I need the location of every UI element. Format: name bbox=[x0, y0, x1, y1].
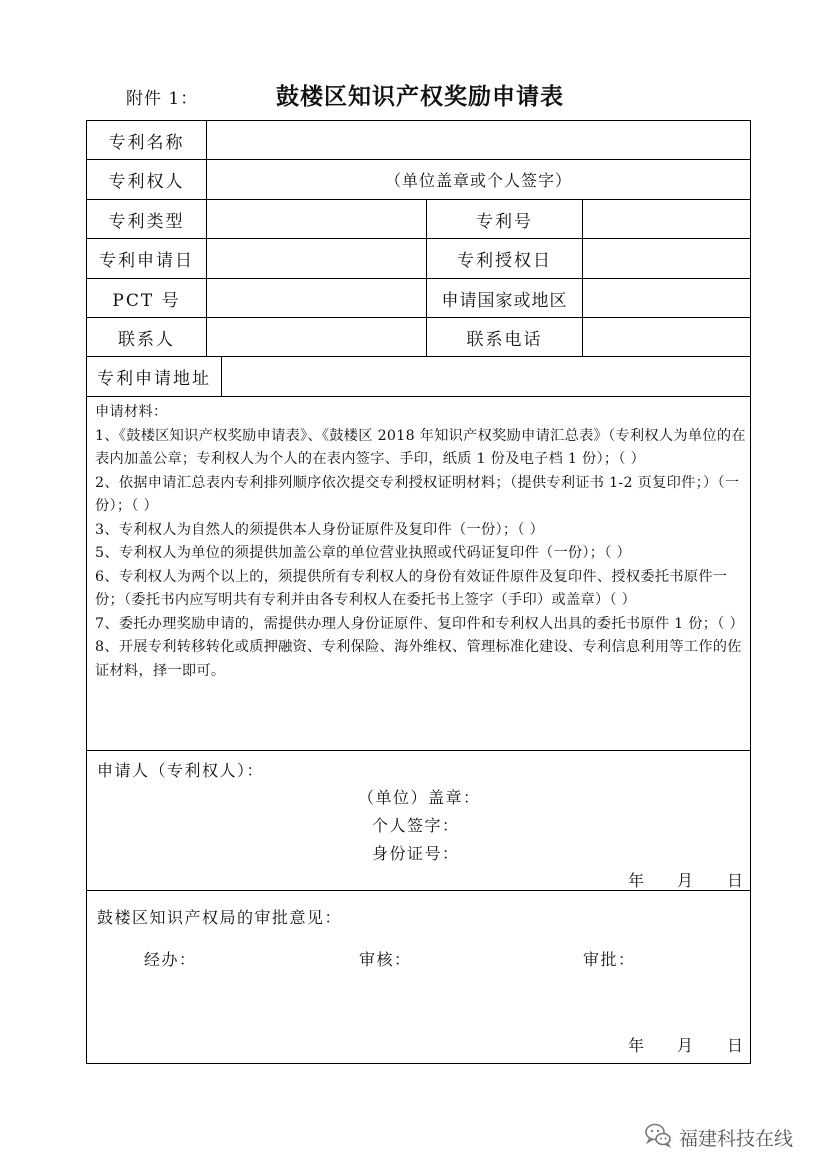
grant-date-label: 专利授权日 bbox=[457, 251, 552, 271]
country-region-label: 申请国家或地区 bbox=[441, 290, 568, 311]
applicant-year: 年 bbox=[628, 871, 646, 890]
application-address-label: 专利申请地址 bbox=[97, 369, 211, 389]
signature-label: 个人签字： bbox=[372, 816, 460, 835]
application-date-field[interactable] bbox=[207, 239, 426, 278]
approver-label: 审批： bbox=[583, 950, 636, 969]
application-address-field[interactable] bbox=[222, 357, 750, 396]
materials-item: 2、依据申请汇总表内专利排列顺序依次提交专利授权证明材料；（提供专利证书 1-2 页复印件；）（一份）；（ ） bbox=[95, 474, 740, 514]
patent-type-field[interactable] bbox=[207, 200, 426, 238]
seal-label: （单位）盖章： bbox=[358, 788, 481, 807]
handler-label: 经办： bbox=[144, 950, 197, 969]
contact-phone-label: 联系电话 bbox=[466, 329, 543, 350]
materials-item: 3、专利权人为自然人的须提供本人身份证原件及复印件（一份）；（ ） bbox=[95, 521, 545, 538]
id-number-label: 身份证号： bbox=[372, 844, 460, 863]
applicant-month: 月 bbox=[677, 871, 695, 890]
applicant-day: 日 bbox=[727, 871, 745, 890]
patentee-label: 专利权人 bbox=[108, 172, 185, 192]
approval-day: 日 bbox=[727, 1036, 745, 1055]
patentee-field-note[interactable]: （单位盖章或个人签字） bbox=[384, 171, 572, 190]
attachment-label: 附件 1： bbox=[126, 89, 199, 109]
reviewer-label: 审核： bbox=[359, 950, 412, 969]
form-title: 鼓楼区知识产权奖励申请表 bbox=[276, 84, 564, 110]
approval-label: 鼓楼区知识产权局的审批意见： bbox=[97, 908, 343, 927]
application-date-label: 专利申请日 bbox=[99, 251, 194, 271]
pct-number-field[interactable] bbox=[207, 279, 426, 317]
patent-name-field[interactable] bbox=[207, 121, 750, 159]
patent-type-label: 专利类型 bbox=[108, 211, 185, 232]
materials-item: 7、委托办理奖励申请的，需提供办理人身份证原件、复印件和专利权人出具的委托书原件 1 份；（ ） bbox=[95, 615, 744, 632]
row-divider bbox=[87, 750, 750, 751]
applicant-label: 申请人（专利权人）： bbox=[97, 761, 265, 780]
watermark bbox=[643, 1120, 793, 1155]
pct-number-label: PCT 号 bbox=[112, 290, 181, 311]
contact-phone-field[interactable] bbox=[583, 318, 750, 356]
materials-item: 1、《鼓楼区知识产权奖励申请表》、《鼓楼区 2018 年知识产权奖励申请汇总表》（专利权人为单位的在表内加盖公章；专利权人为个人的在表内签字、手印，纸质 1 份及电子档 1 份）；（ ） bbox=[95, 427, 746, 467]
patent-number-field[interactable] bbox=[583, 200, 750, 238]
country-region-field[interactable] bbox=[583, 279, 750, 317]
materials-section bbox=[95, 401, 747, 683]
grant-date-field[interactable] bbox=[583, 239, 750, 278]
approval-month: 月 bbox=[677, 1036, 695, 1055]
materials-item: 5、专利权人为单位的须提供加盖公章的单位营业执照或代码证复印件（一份）；（ ） bbox=[95, 545, 631, 561]
row-divider bbox=[87, 396, 750, 397]
application-form bbox=[86, 120, 751, 1064]
wechat-icon bbox=[643, 1120, 673, 1155]
patent-number-label: 专利号 bbox=[476, 211, 533, 232]
approval-year: 年 bbox=[628, 1036, 646, 1055]
watermark-text: 福建科技在线 bbox=[679, 1128, 794, 1150]
row-divider bbox=[87, 890, 750, 891]
materials-item: 6、专利权人为两个以上的，须提供所有专利权人的身份有效证件原件及复印件、授权委托书原件一份；（委托书内应写明共有专利并由各专利权人在委托书上签字（手印）或盖章）（ ） bbox=[95, 568, 728, 608]
materials-heading: 申请材料： bbox=[95, 404, 168, 420]
patent-name-label: 专利名称 bbox=[108, 132, 185, 153]
contact-person-label: 联系人 bbox=[118, 329, 175, 350]
contact-person-field[interactable] bbox=[207, 318, 426, 356]
materials-item: 8、开展专利转移转化或质押融资、专利保险、海外维权、管理标准化建设、专利信息利用等工作的佐证材料，择一即可。 bbox=[95, 639, 742, 679]
